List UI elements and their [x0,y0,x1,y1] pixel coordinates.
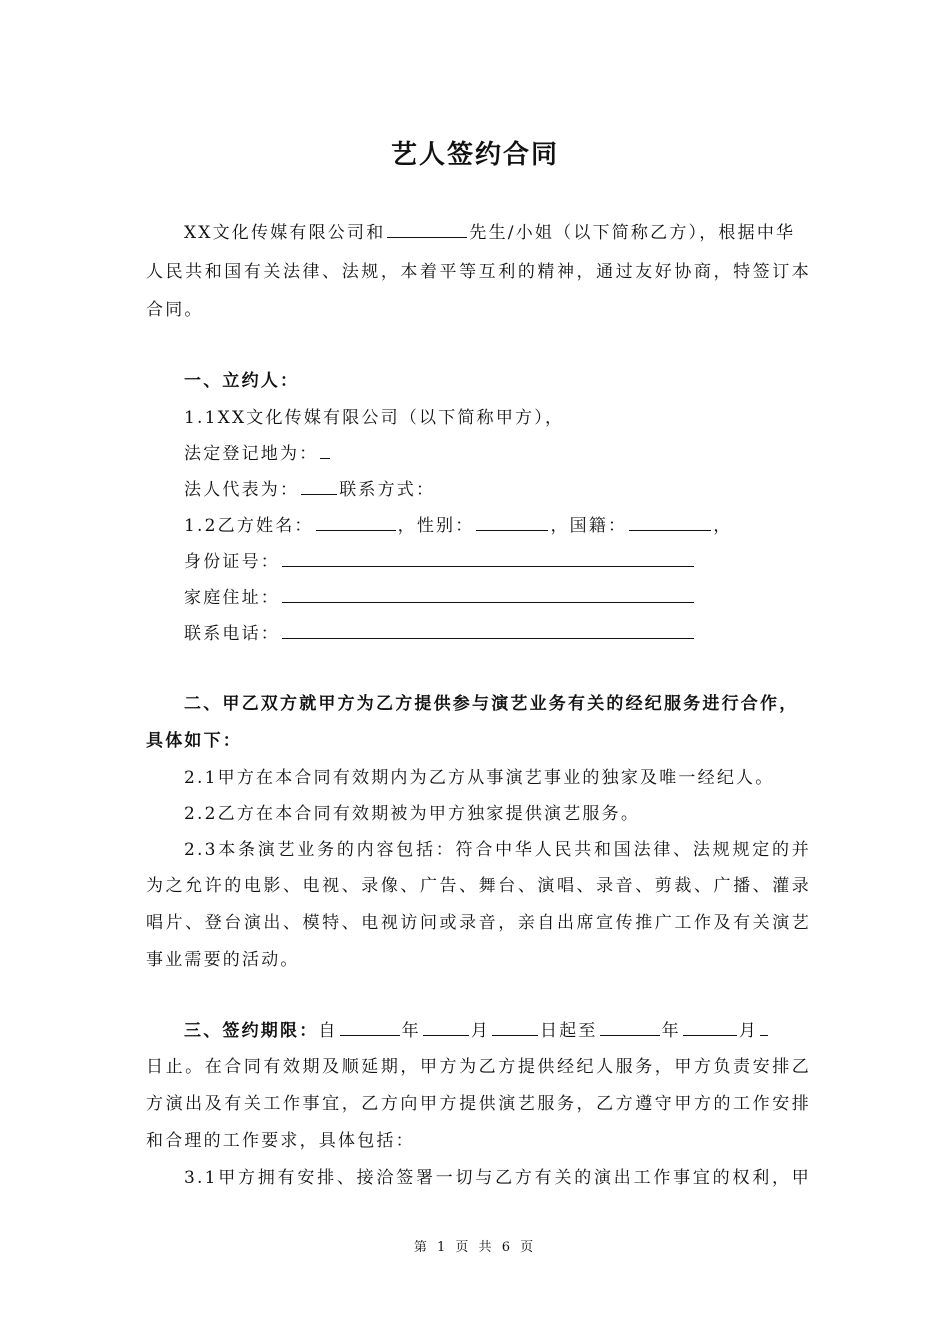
nationality-blank [629,513,711,531]
day-to-label: 日起至 [540,1021,598,1041]
section-1-heading: 一、立约人： [184,371,300,391]
month-label-2: 月 [738,1021,759,1041]
section-3-line-4: 和合理的工作要求，具体包括： [146,1131,415,1151]
section-3-line-3: 方演出及有关工作事宜，乙方向甲方提供演艺服务，乙方遵守甲方的工作安排 [146,1094,811,1114]
contact-method-label: 联系方式： [339,480,436,500]
item-2-3-line-2: 为之允许的电影、电视、录像、广告、舞台、演唱、录音、剪裁、广播、灌录 [146,876,811,896]
phone-label: 联系电话： [184,624,280,644]
end-month-blank [683,1018,737,1036]
item-1-1: 1.1XX文化传媒有限公司（以下简称甲方）， [184,408,565,428]
month-label: 月 [470,1021,491,1041]
legal-rep-row [184,475,811,500]
gender-blank [476,513,548,531]
party-b-name-field-blank [316,513,396,531]
item-1-2-row [184,511,811,536]
from-label: 自 [318,1021,338,1041]
id-number-blank [282,549,694,567]
item-3-1: 3.1甲方拥有安排、接洽签署一切与乙方有关的演出工作事宜的权利，甲 [184,1168,811,1188]
intro-line-3: 合同。 [146,300,204,320]
intro-text-a: XX文化传媒有限公司和 [184,223,386,243]
section-3-heading: 三、签约期限： [184,1021,319,1041]
end-day-blank [760,1018,768,1036]
legal-rep-blank [301,477,337,495]
section-3-heading-row [184,1016,811,1041]
phone-blank [282,621,694,639]
legal-rep-label: 法人代表为： [184,480,300,500]
registered-address-label: 法定登记地为： [184,444,319,464]
item-2-2: 2.2乙方在本合同有效期被为甲方独家提供演艺服务。 [184,804,641,824]
start-day-blank [492,1018,538,1036]
section-2-heading-line-1: 二、甲乙双方就甲方为乙方提供参与演艺业务有关的经纪服务进行合作， [184,694,799,714]
year-label-2: 年 [661,1021,681,1041]
end-year-blank [600,1018,660,1036]
home-address-row [184,583,811,608]
page-footer: 第 1 页 共 6 页 [413,1240,537,1255]
trailing-comma: ， [713,516,733,536]
item-2-1: 2.1甲方在本合同有效期内为乙方从事演艺事业的独家及唯一经纪人。 [184,768,775,788]
registered-address-row [184,439,811,464]
section-2-heading-line-2: 具体如下： [146,731,242,751]
home-address-blank [282,585,694,603]
registered-address-blank [320,441,330,459]
start-month-blank [423,1018,469,1036]
intro-line-1 [184,218,811,243]
item-2-3-line-1: 2.3本条演艺业务的内容包括：符合中华人民共和国法律、法规规定的并 [184,840,811,860]
intro-line-2: 人民共和国有关法律、法规，本着平等互利的精神，通过友好协商，特签订本 [146,262,811,282]
gender-label: ，性别： [397,516,475,536]
item-2-3-line-3: 唱片、登台演出、模特、电视访问或录音，亲自出席宣传推广工作及有关演艺 [146,913,811,933]
start-year-blank [340,1018,400,1036]
party-b-name-label: 1.2乙方姓名： [184,516,314,536]
item-2-3-line-4: 事业需要的活动。 [146,950,300,970]
id-number-label: 身份证号： [184,552,280,572]
home-address-label: 家庭住址： [184,588,280,608]
phone-row [184,619,811,644]
party-b-name-blank [387,220,467,238]
page-title: 艺人签约合同 [390,140,559,170]
nationality-label: ，国籍： [550,516,628,536]
year-label: 年 [401,1021,421,1041]
id-number-row [184,547,811,572]
intro-text-b: 先生/小姐（以下简称乙方），根据中华 [469,223,796,243]
section-3-line-2: 日止。在合同有效期及顺延期，甲方为乙方提供经纪人服务，甲方负责安排乙 [146,1057,811,1077]
